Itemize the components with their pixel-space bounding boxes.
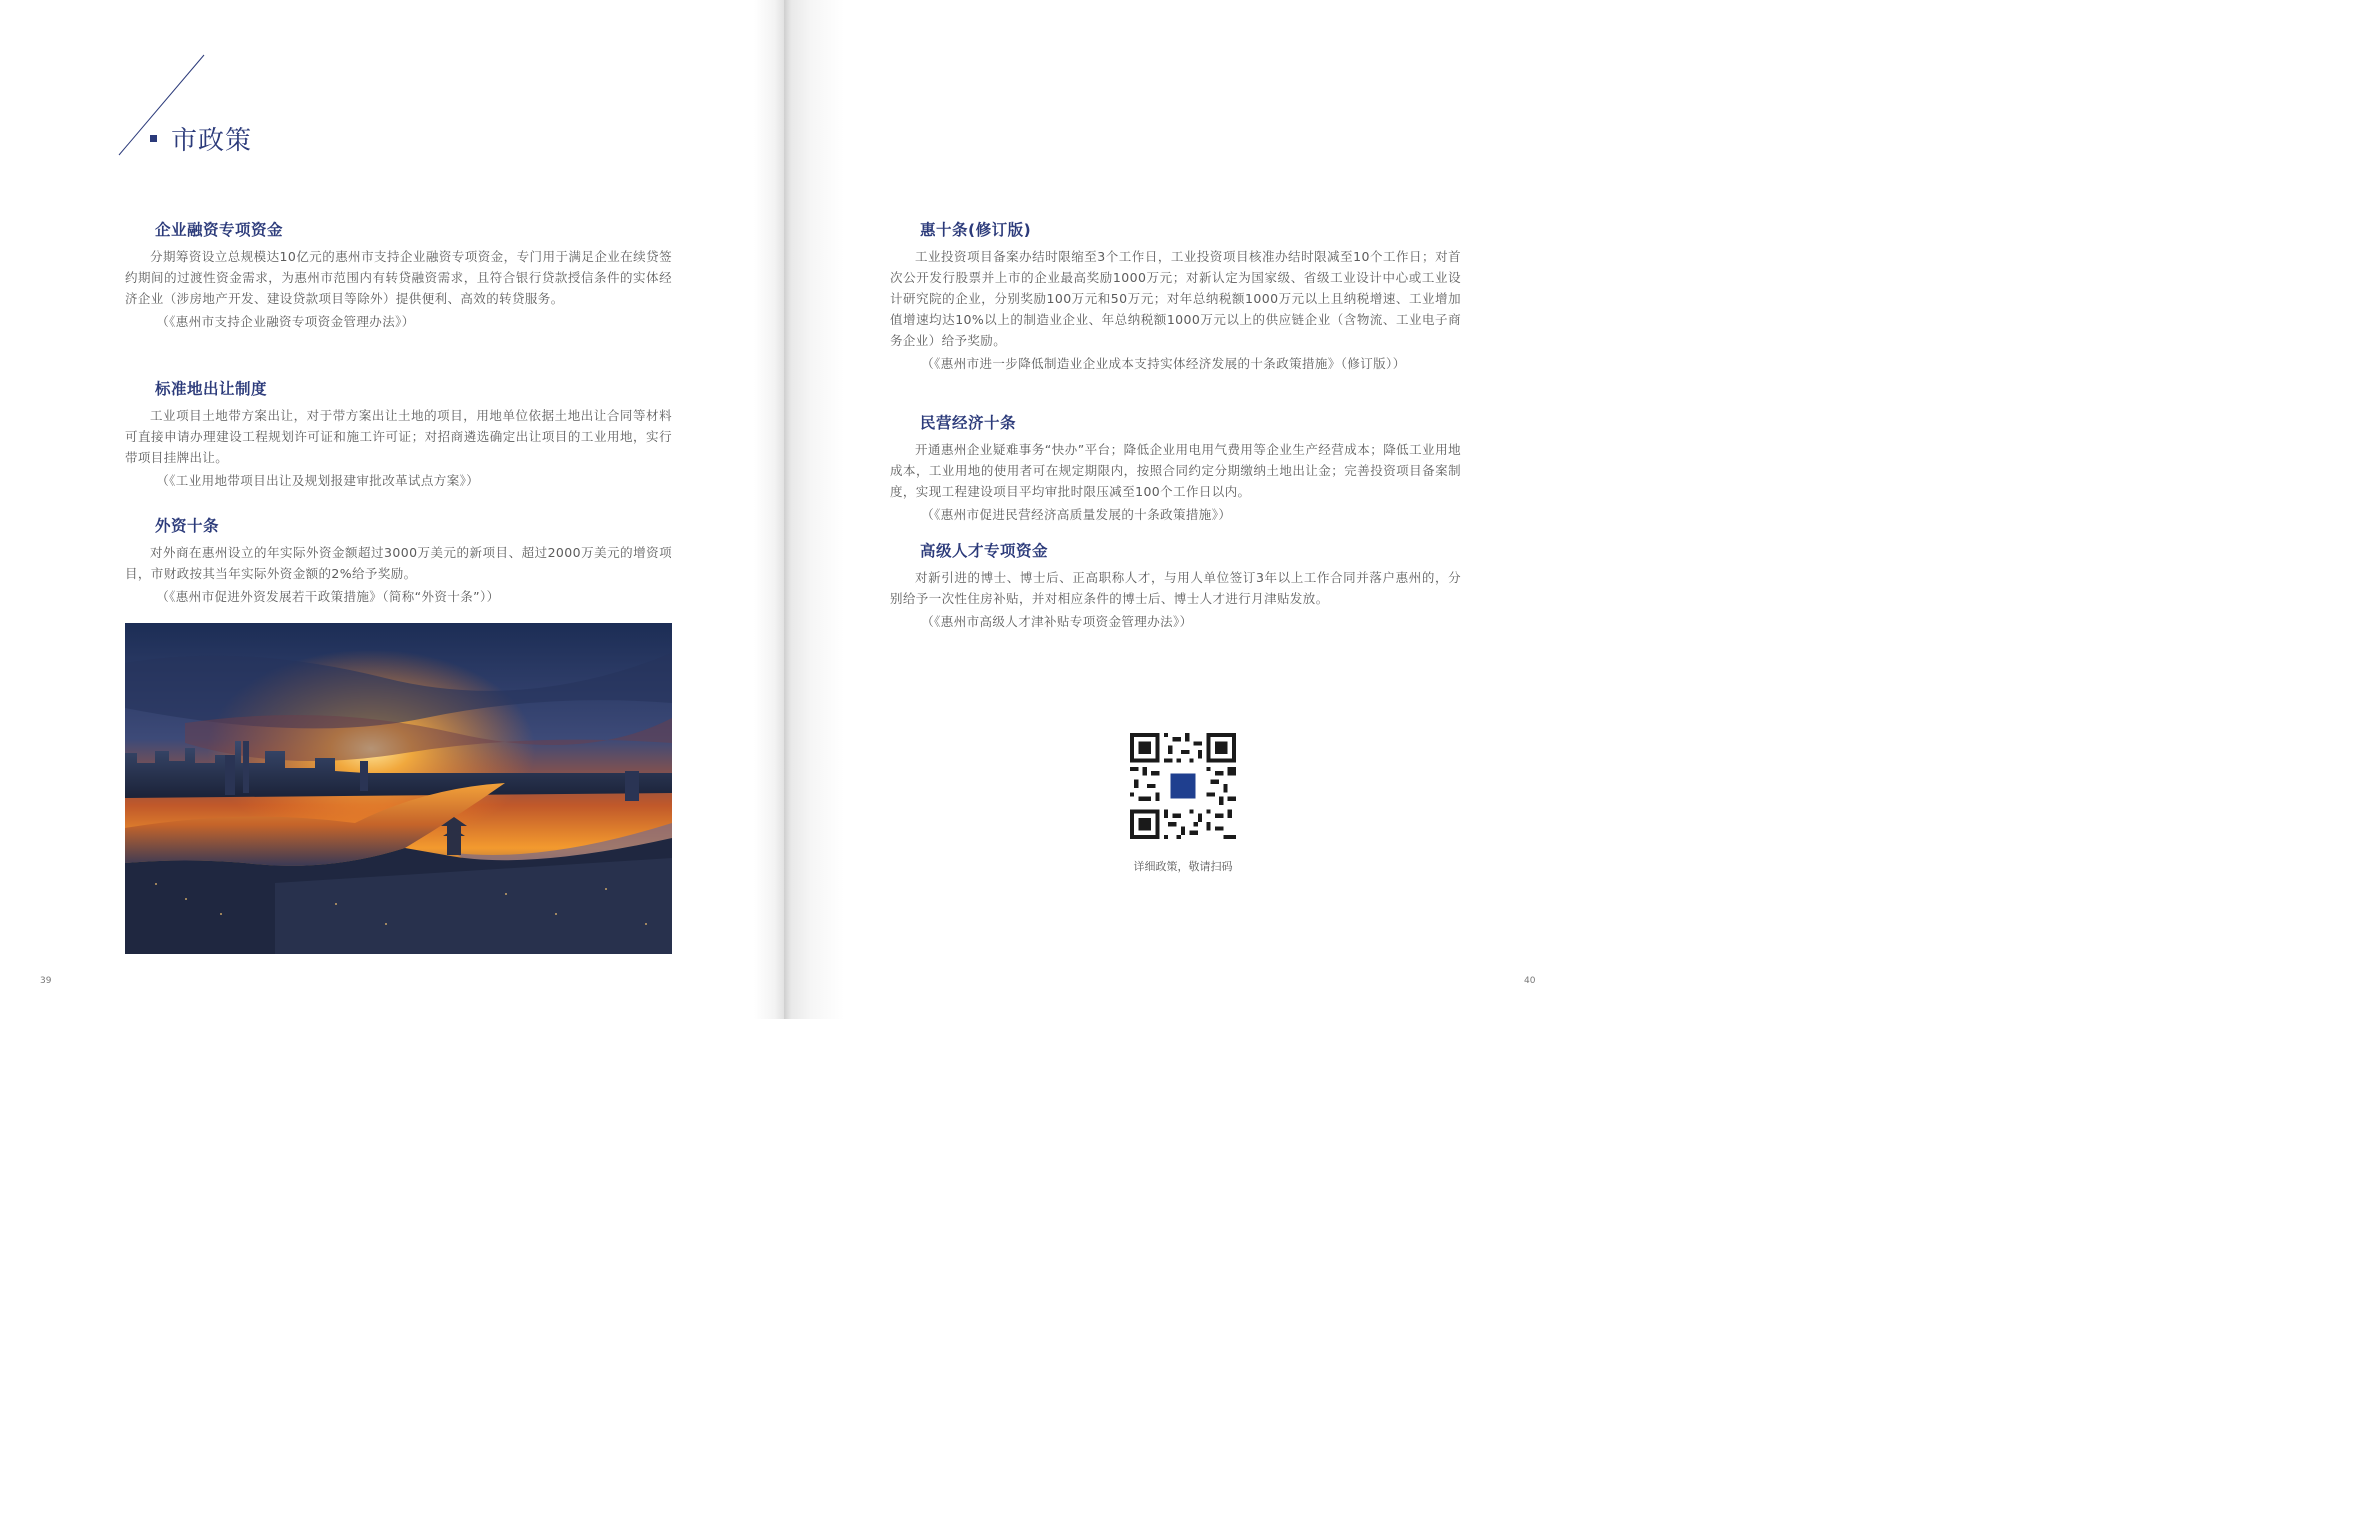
section-body: 对新引进的博士、博士后、正高职称人才，与用人单位签订3年以上工作合同并落户惠州的，分别给予一次性住房补贴，并对相应条件的博士后、博士人才进行月津贴发放。 [890,570,1461,606]
section-heading: 外资十条 [155,517,220,535]
section-heading: 企业融资专项资金 [155,221,284,239]
page-title [150,120,252,157]
title-bullet-icon [150,135,157,142]
qr-code-icon[interactable] [1130,733,1236,839]
page-number: 39 [40,976,52,986]
city-sunset-photo [125,623,672,954]
section-body: 对外商在惠州设立的年实际外资金额超过3000万美元的新项目、超过2000万美元的增资项目，市财政按其当年实际外资金额的2%给予奖励。 [125,545,672,581]
section-foreign-investment [125,514,672,607]
section-hui-ten [890,218,1461,374]
section-financing-fund [125,218,672,332]
section-heading: 惠十条(修订版) [920,221,1032,239]
section-heading: 民营经济十条 [920,414,1017,432]
section-source: （《惠州市高级人才津补贴专项资金管理办法》） [921,614,1193,629]
section-source: （《惠州市进一步降低制造业企业成本支持实体经济发展的十条政策措施》（修订版）） [921,356,1406,371]
section-body: 开通惠州企业疑难事务“快办”平台；降低企业用电用气费用等企业生产经营成本；降低工业用地成本，工业用地的使用者可在规定期限内，按照合同约定分期缴纳土地出让金；完善投资项目备案制度，实现工程建设项目平均审批时限压减至100个工作日以内。 [890,442,1461,499]
section-talent-fund [890,539,1461,632]
section-source: （《惠州市促进外资发展若干政策措施》（简称“外资十条”）） [156,589,500,604]
section-heading: 高级人才专项资金 [920,542,1049,560]
section-body: 工业项目土地带方案出让，对于带方案出让土地的项目，用地单位依据土地出让合同等材料可直接申请办理建设工程规划许可证和施工许可证；对招商遴选确定出让项目的工业用地，实行带项目挂牌出让。 [125,408,672,465]
section-heading: 标准地出让制度 [155,380,268,398]
qr-caption: 详细政策，敬请扫码 [1133,860,1233,873]
page-title-text: 市政策 [171,126,253,156]
spine-shadow [754,0,784,1019]
section-source: （《惠州市支持企业融资专项资金管理办法》） [156,314,415,329]
section-body: 工业投资项目备案办结时限缩至3个工作日，工业投资项目核准办结时限减至10个工作日；对首次公开发行股票并上市的企业最高奖励1000万元；对新认定为国家级、省级工业设计中心或工业设计研究院的企业，分别奖励100万元和50万元；对年总纳税额1000万元以上且纳税增速、工业增加值增速均达10%以上的制造业企业、年总纳税额1000万元以上的供应链企业（含物流、工业电子商务企业）给予奖励。 [890,249,1461,348]
spine-shadow [784,0,844,1019]
section-private-economy [890,411,1461,525]
left-page [0,0,784,1019]
section-body: 分期筹资设立总规模达10亿元的惠州市支持企业融资专项资金，专门用于满足企业在续贷签约期间的过渡性资金需求，为惠州市范围内有转贷融资需求，且符合银行贷款授信条件的实体经济企业（涉房地产开发、建设贷款项目等除外）提供便利、高效的转贷服务。 [125,249,672,306]
right-page [784,0,1562,1019]
page-number: 40 [1524,976,1536,986]
section-source: （《工业用地带项目出让及规划报建审批改革试点方案》） [156,473,480,488]
section-source: （《惠州市促进民营经济高质量发展的十条政策措施》） [921,507,1232,522]
section-land-transfer [125,377,672,491]
